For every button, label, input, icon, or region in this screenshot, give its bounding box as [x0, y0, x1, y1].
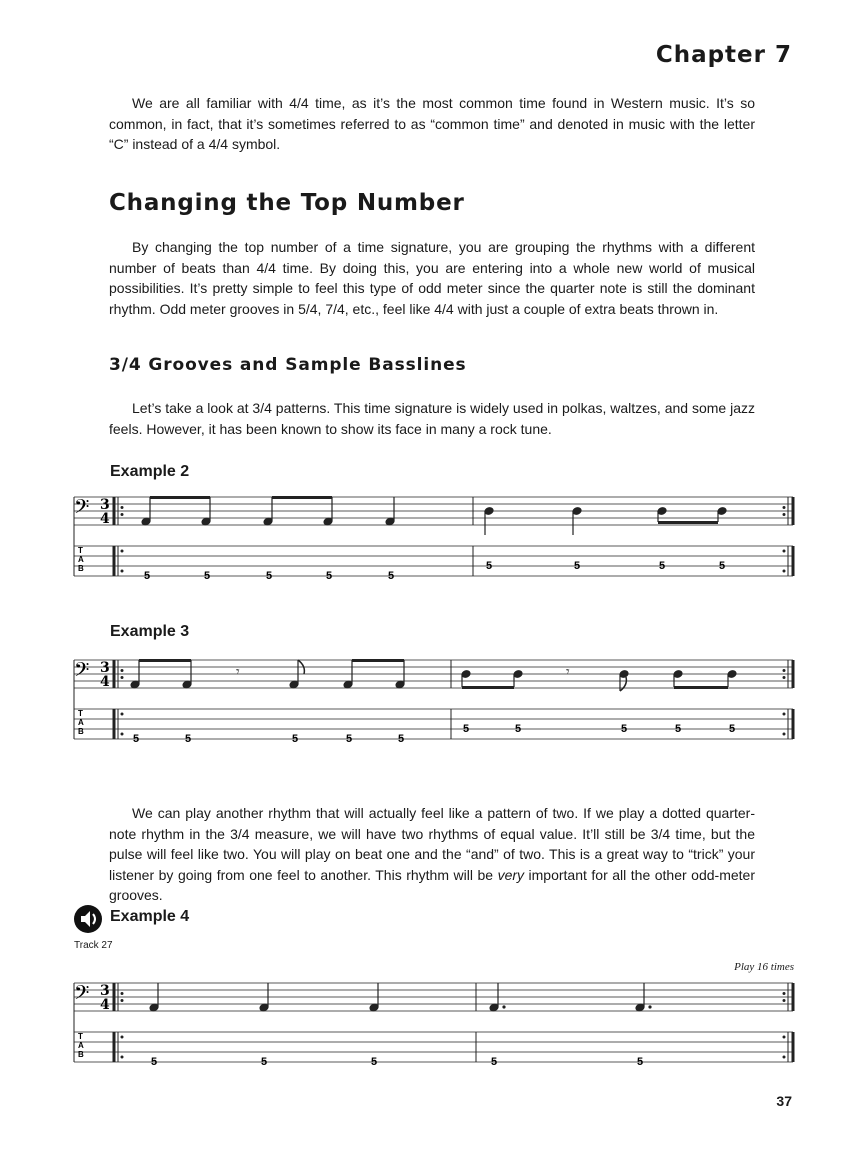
tab-number: 5 — [621, 723, 628, 735]
paragraph-text: We can play another rhythm that will actually feel like a pattern of two. If we play a dotted quarter-note rhythm in the 3/4 measure, we will have two rhythms of equal value. It’ll still be 3/4 time, but the pulse will feel like two. You will play on beat one and the “and” of two. This is a great way to “trick” your listener by going from one feel to another. This rhythm will be — [109, 805, 755, 883]
tab-number: 5 — [204, 570, 211, 582]
tab-letter-a: A — [78, 555, 84, 564]
bass-clef-icon: 𝄢 — [74, 981, 90, 1009]
tab-number: 5 — [185, 733, 192, 745]
tab-letter-b: B — [78, 564, 84, 573]
time-signature-bottom: 4 — [100, 674, 110, 690]
tab-number: 5 — [719, 560, 726, 572]
tab-number: 5 — [486, 560, 493, 572]
barlines — [74, 660, 793, 739]
tab-letter-t: T — [78, 546, 83, 555]
tab-letter-a: A — [78, 718, 84, 727]
intro-paragraph: We are all familiar with 4/4 time, as it’s the most common time found in Western music. It’s so common, in fact, that it’s sometimes referred to as “common time” and denoted in music with the letter “C” instead of a 4/4 symbol. — [109, 95, 755, 152]
barlines — [74, 983, 793, 1062]
tab-number: 5 — [729, 723, 736, 735]
tab-numbers — [133, 723, 735, 745]
tab-number: 5 — [659, 560, 666, 572]
example-2-notation — [0, 480, 864, 590]
subsection-paragraph: Let’s take a look at 3/4 patterns. This time signature is widely used in polkas, waltzes, and some jazz feels. However, it has been known to show its face in many a rock tune. — [109, 400, 755, 437]
tab-number: 5 — [574, 560, 581, 572]
emphasis-text: very — [497, 866, 525, 883]
eighth-rest-icon: 𝄾 — [566, 664, 570, 680]
tab-letter-t: T — [78, 709, 83, 718]
track-label: Track 27 — [74, 940, 113, 951]
tab-number: 5 — [371, 1056, 378, 1068]
page-number: 37 — [776, 1093, 792, 1109]
paragraph-text: important for all the other odd-meter grooves. — [109, 866, 755, 903]
tab-number: 5 — [637, 1056, 644, 1068]
dotted-rhythm-paragraph — [109, 803, 755, 906]
tab-letter-b: B — [78, 727, 84, 736]
play-instruction: Play 16 times — [734, 961, 794, 973]
tab-letter-a: A — [78, 1041, 84, 1050]
time-signature-top: 3 — [100, 660, 110, 676]
notes — [141, 497, 727, 535]
notes — [130, 660, 737, 691]
example-2-label: Example 2 — [110, 463, 190, 480]
tab-number: 5 — [292, 733, 299, 745]
time-signature-bottom: 4 — [100, 997, 110, 1013]
subsection-heading: 3/4 Grooves and Sample Basslines — [109, 355, 467, 375]
repeat-dots — [121, 992, 786, 1059]
eighth-rest-icon: 𝄾 — [236, 664, 240, 680]
time-signature-top: 3 — [100, 983, 110, 999]
tab-number: 5 — [144, 570, 151, 582]
tab-number: 5 — [675, 723, 682, 735]
tab-numbers — [144, 560, 725, 582]
audio-track-icon[interactable] — [73, 904, 103, 934]
bass-clef-icon: 𝄢 — [74, 658, 90, 686]
dot — [648, 1005, 651, 1008]
example-4-label: Example 4 — [110, 908, 190, 925]
tab-number: 5 — [133, 733, 140, 745]
barlines — [74, 497, 793, 576]
dot — [502, 1005, 505, 1008]
music-staff — [74, 660, 793, 739]
time-signature-bottom: 4 — [100, 511, 110, 527]
repeat-dots — [121, 669, 786, 736]
tab-number: 5 — [151, 1056, 158, 1068]
tab-number: 5 — [398, 733, 405, 745]
tab-number: 5 — [326, 570, 333, 582]
chapter-heading: Chapter 7 — [655, 42, 792, 68]
section-heading: Changing the Top Number — [109, 190, 465, 216]
example-3-notation — [0, 643, 864, 753]
tab-letter-t: T — [78, 1032, 83, 1041]
tab-number: 5 — [346, 733, 353, 745]
tab-number: 5 — [515, 723, 522, 735]
tab-number: 5 — [388, 570, 395, 582]
tab-number: 5 — [266, 570, 273, 582]
tab-letter-b: B — [78, 1050, 84, 1059]
tab-number: 5 — [491, 1056, 498, 1068]
tab-number: 5 — [463, 723, 470, 735]
section-paragraph: By changing the top number of a time signature, you are grouping the rhythms with a different number of beats than 4/4 time. By doing this, you are entering into a whole new world of musical possibilities. It’s pretty simple to feel this type of odd meter since the quarter note is still the dominant rhythm. Odd meter grooves in 5/4, 7/4, etc., feel like 4/4 with just a couple of extra beats thrown in. — [109, 239, 755, 317]
tab-number: 5 — [261, 1056, 268, 1068]
repeat-dots — [121, 506, 786, 573]
example-3-label: Example 3 — [110, 623, 190, 640]
bass-clef-icon: 𝄢 — [74, 495, 90, 523]
music-staff — [74, 497, 793, 576]
notes — [149, 983, 652, 1012]
example-4-notation — [0, 966, 864, 1076]
time-signature-top: 3 — [100, 497, 110, 513]
music-staff — [74, 983, 793, 1062]
